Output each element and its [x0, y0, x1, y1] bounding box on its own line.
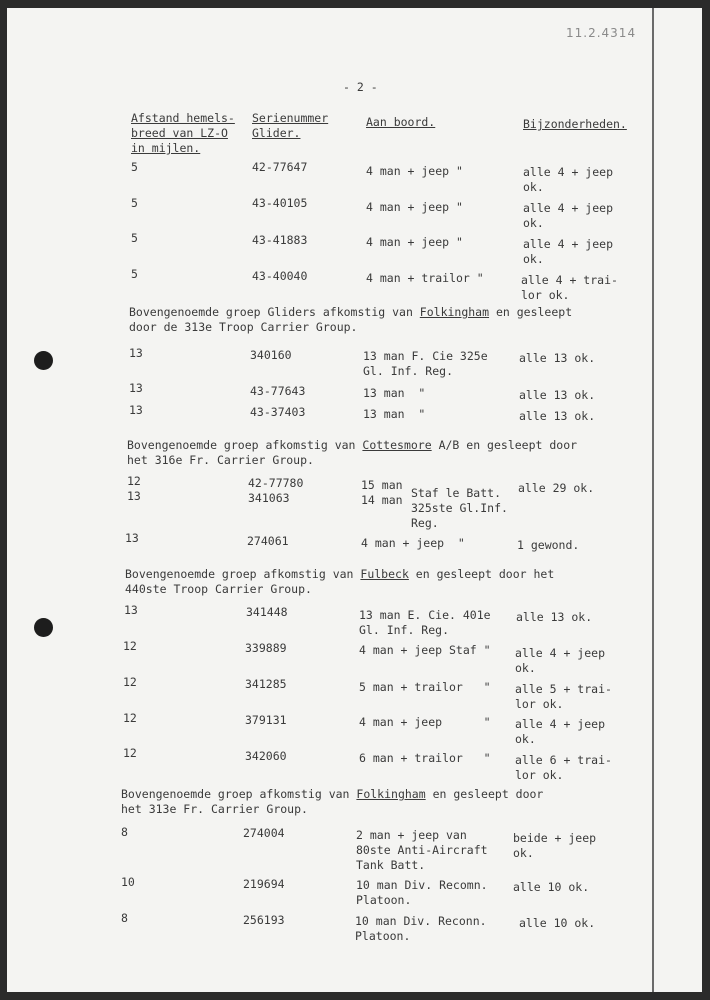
cell-distance: 13 — [125, 531, 139, 545]
cell-serial: 42-77780 341063 — [248, 476, 304, 505]
cell-distance: 13 — [129, 381, 143, 395]
cell-serial: 342060 — [245, 749, 287, 763]
cell-remarks: alle 5 + trai- lor ok. — [515, 682, 612, 711]
cell-remarks: alle 4 + jeep ok. — [523, 201, 614, 230]
cell-remarks: alle 13 ok. — [519, 388, 596, 402]
cell-remarks: alle 6 + trai- lor ok. — [515, 753, 612, 782]
cell-aboard: 10 man Div. Recomn. Platoon. — [356, 878, 488, 907]
cell-serial: 256193 — [243, 913, 285, 927]
cell-remarks: alle 13 ok. — [519, 351, 596, 365]
cell-serial: 219694 — [243, 877, 285, 891]
cell-distance: 5 — [131, 267, 138, 281]
cell-remarks: alle 10 ok. — [519, 916, 596, 930]
cell-serial: 43-77643 — [250, 384, 306, 398]
cell-aboard: 4 man + jeep " — [361, 536, 465, 550]
cell-remarks: alle 13 ok. — [519, 409, 596, 423]
cell-distance: 12 — [123, 711, 137, 725]
origin-airfield: Fulbeck — [360, 567, 409, 581]
cell-aboard: 4 man + jeep " — [366, 235, 463, 249]
group-note: Bovengenoemde groep Gliders afkomstig van Folkingham en gesleept door de 313e Troop Carrier Group. — [129, 305, 573, 334]
cell-serial: 339889 — [245, 641, 287, 655]
cell-remarks: alle 10 ok. — [513, 880, 590, 894]
cell-distance: 5 — [131, 160, 138, 174]
cell-aboard: 4 man + jeep Staf " — [359, 643, 491, 657]
cell-aboard: 4 man + jeep " — [366, 200, 463, 214]
cell-serial: 340160 — [250, 348, 292, 362]
cell-serial: 379131 — [245, 713, 287, 727]
cell-aboard: 10 man Div. Reconn. Platoon. — [355, 914, 487, 943]
cell-distance: 13 — [129, 346, 143, 360]
cell-serial: 43-40040 — [252, 269, 308, 283]
cell-distance: 8 — [121, 825, 128, 839]
cell-distance: 12 — [123, 639, 137, 653]
cell-serial: 43-41883 — [252, 233, 308, 247]
header-remarks: Bijzonderheden. — [523, 117, 627, 131]
cell-aboard: 4 man + jeep " — [359, 715, 491, 729]
cell-aboard: 13 man E. Cie. 401e Gl. Inf. Reg. — [359, 608, 491, 637]
cell-distance: 12 13 — [127, 474, 141, 503]
cell-serial: 43-40105 — [252, 196, 308, 210]
cell-distance: 5 — [131, 231, 138, 245]
cell-aboard: 4 man + trailor " — [366, 271, 484, 285]
cell-aboard-unit: Staf le Batt. 325ste Gl.Inf. Reg. — [411, 486, 508, 530]
origin-airfield: Folkingham — [356, 787, 426, 801]
origin-airfield: Cottesmore — [362, 438, 432, 452]
cell-remarks: alle 4 + jeep ok. — [515, 717, 606, 746]
cell-remarks: alle 4 + jeep ok. — [523, 237, 614, 266]
cell-distance: 12 — [123, 746, 137, 760]
cell-remarks: alle 4 + trai- lor ok. — [521, 273, 618, 302]
cell-aboard: 15 man 14 man — [361, 478, 403, 507]
cell-aboard: 13 man F. Cie 325e Gl. Inf. Reg. — [363, 349, 488, 378]
cell-serial: 341285 — [245, 677, 287, 691]
cell-remarks: alle 4 + jeep ok. — [515, 646, 606, 675]
handwritten-reference: 11.2.4314 — [566, 26, 637, 40]
cell-aboard: 6 man + trailor " — [359, 751, 491, 765]
header-serial: Serienummer Glider. — [252, 111, 329, 140]
cell-distance: 8 — [121, 911, 128, 925]
cell-remarks: beide + jeep ok. — [513, 831, 597, 860]
cell-distance: 5 — [131, 196, 138, 210]
origin-airfield: Folkingham — [419, 305, 490, 319]
punch-hole-top — [34, 351, 53, 370]
cell-distance: 12 — [123, 675, 137, 689]
cell-remarks: alle 4 + jeep ok. — [523, 165, 614, 194]
cell-distance: 13 — [129, 403, 143, 417]
cell-distance: 10 — [121, 875, 135, 889]
cell-serial: 341448 — [246, 605, 288, 619]
cell-remarks: 1 gewond. — [517, 538, 580, 552]
cell-serial: 42-77647 — [252, 160, 308, 174]
cell-serial: 274061 — [247, 534, 289, 548]
cell-aboard: 5 man + trailor " — [359, 680, 491, 694]
cell-remarks: alle 13 ok. — [516, 610, 593, 624]
header-distance: Afstand hemels- breed van LZ-O in mijlen. — [131, 111, 235, 155]
cell-remarks: alle 29 ok. — [518, 481, 595, 495]
group-note: Bovengenoemde groep afkomstig van Folkingham en gesleept door het 313e Fr. Carrier Group. — [121, 787, 544, 816]
cell-aboard: 13 man " — [363, 407, 426, 421]
cell-aboard: 13 man " — [363, 386, 426, 400]
cell-serial: 274004 — [243, 826, 285, 840]
page-edge-line — [652, 8, 654, 992]
page-number: - 2 - — [343, 80, 378, 94]
cell-serial: 43-37403 — [250, 405, 306, 419]
header-aboard: Aan boord. — [366, 115, 436, 129]
document-page — [7, 8, 702, 992]
punch-hole-bottom — [34, 618, 53, 637]
group-note: Bovengenoemde groep afkomstig van Fulbeck en gesleept door het 440ste Troop Carrier Group. — [125, 567, 555, 596]
cell-aboard: 2 man + jeep van 80ste Anti-Aircraft Tank Batt. — [356, 828, 488, 872]
cell-distance: 13 — [124, 603, 138, 617]
group-note: Bovengenoemde groep afkomstig van Cottesmore A/B en gesleept door het 316e Fr. Carrier Group. — [127, 438, 578, 467]
cell-aboard: 4 man + jeep " — [366, 164, 463, 178]
